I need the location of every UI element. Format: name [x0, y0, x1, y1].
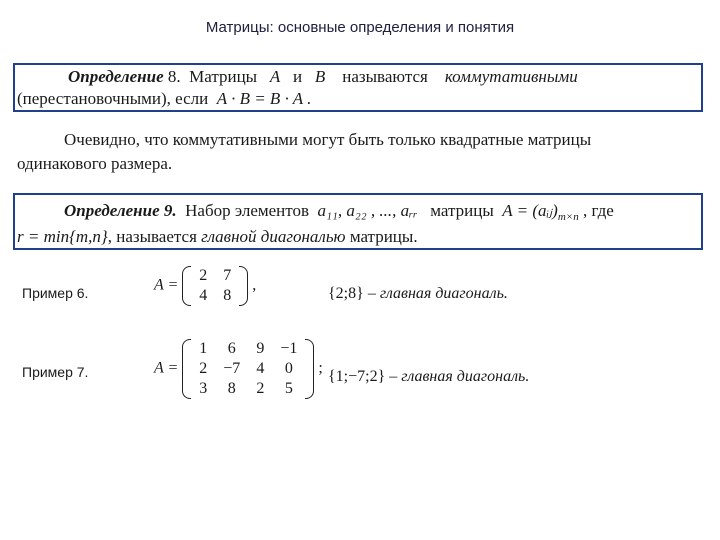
def8-b: B [314, 67, 326, 86]
matrix-6-cell: 8 [223, 287, 232, 304]
matrix-7-row [191, 339, 305, 359]
definition-8-line2 [17, 89, 311, 109]
def9-sub: m×n [557, 211, 579, 223]
right-paren-icon [239, 266, 248, 306]
matrix-7-cell: 8 [227, 380, 236, 397]
example-7-diag-set: {1;−7;2} [328, 368, 386, 385]
note-line1: Очевидно, что коммутативными могут быть только квадратные матрицы [64, 130, 592, 149]
definition-9-line2 [17, 227, 418, 247]
def8-formula: A · B = B · A . [216, 89, 312, 108]
matrix-7-cell: −7 [223, 360, 241, 377]
matrix-6-cell: 4 [199, 287, 208, 304]
example-6-sep: , [252, 276, 257, 294]
def9-matrix: A = (aᵢⱼ) [502, 201, 558, 220]
matrix-7-cell: 5 [284, 380, 293, 397]
def8-text2: (перестановочными), если [17, 89, 209, 108]
matrix-7-cell: 1 [199, 340, 208, 357]
matrix-6-cells [191, 266, 239, 306]
def9-text2: матрицы [430, 201, 494, 220]
matrix-7-cell: 4 [256, 360, 265, 377]
def8-and: и [293, 67, 303, 86]
def9-where: , где [582, 201, 614, 220]
matrix-7-cell: 3 [199, 380, 208, 397]
def9-r: r = min{m,n} [17, 227, 108, 246]
note-line2: одинакового размера. [17, 154, 173, 173]
def8-text: Матрицы [189, 67, 258, 86]
def9-text3: , называется [107, 227, 197, 246]
definition-8-line1 [68, 67, 578, 87]
example-7-lhs: A = [154, 359, 179, 377]
matrix-7-cell: 2 [199, 360, 208, 377]
right-paren-icon [305, 339, 314, 399]
def8-label: Определение [68, 67, 164, 86]
example-7-sep: ; [318, 359, 323, 377]
def8-a: A [269, 67, 281, 86]
matrix-7-cell: 2 [256, 380, 265, 397]
matrix-7-cells [191, 339, 305, 399]
matrix-7-cell: 9 [256, 340, 265, 357]
matrix-7-cell: −1 [280, 340, 298, 357]
example-7-diagonal [328, 368, 529, 386]
slide-title: Матрицы: основные определения и понятия [205, 19, 515, 36]
def8-number: 8. [167, 67, 181, 86]
example-6-diag-set: {2;8} [328, 285, 364, 302]
matrix-6 [182, 266, 248, 306]
left-paren-icon [182, 266, 191, 306]
left-paren-icon [182, 339, 191, 399]
matrix-6-cell: 2 [199, 267, 208, 284]
example-7-label: Пример 7. [22, 364, 89, 380]
matrix-7-cell: 0 [284, 360, 293, 377]
matrix-6-row [191, 286, 239, 306]
matrix-7-row [191, 359, 305, 379]
def9-text1: Набор элементов [185, 201, 309, 220]
def8-term: коммутативными [444, 67, 578, 86]
def9-label: Определение 9. [64, 201, 177, 220]
def9-term: главной диагональю [201, 227, 346, 246]
def8-called: называются [342, 67, 428, 86]
matrix-6-cell: 7 [223, 267, 232, 284]
example-6-lhs: A = [154, 276, 179, 294]
example-6-label: Пример 6. [22, 285, 89, 301]
example-7-diag-text: – главная диагональ. [389, 368, 530, 385]
example-6-matrix [154, 266, 256, 306]
matrix-7-row [191, 379, 305, 399]
matrix-7 [182, 339, 314, 399]
example-6-diag-text: – главная диагональ. [367, 285, 508, 302]
definition-9-line1 [64, 201, 614, 223]
example-6-diagonal [328, 285, 508, 303]
matrix-6-row [191, 266, 239, 286]
example-7-matrix [154, 339, 323, 399]
matrix-7-cell: 6 [227, 340, 236, 357]
def9-elements: a₁₁, a₂₂ , ..., aᵣᵣ [317, 201, 418, 220]
def9-end: матрицы. [349, 227, 418, 246]
